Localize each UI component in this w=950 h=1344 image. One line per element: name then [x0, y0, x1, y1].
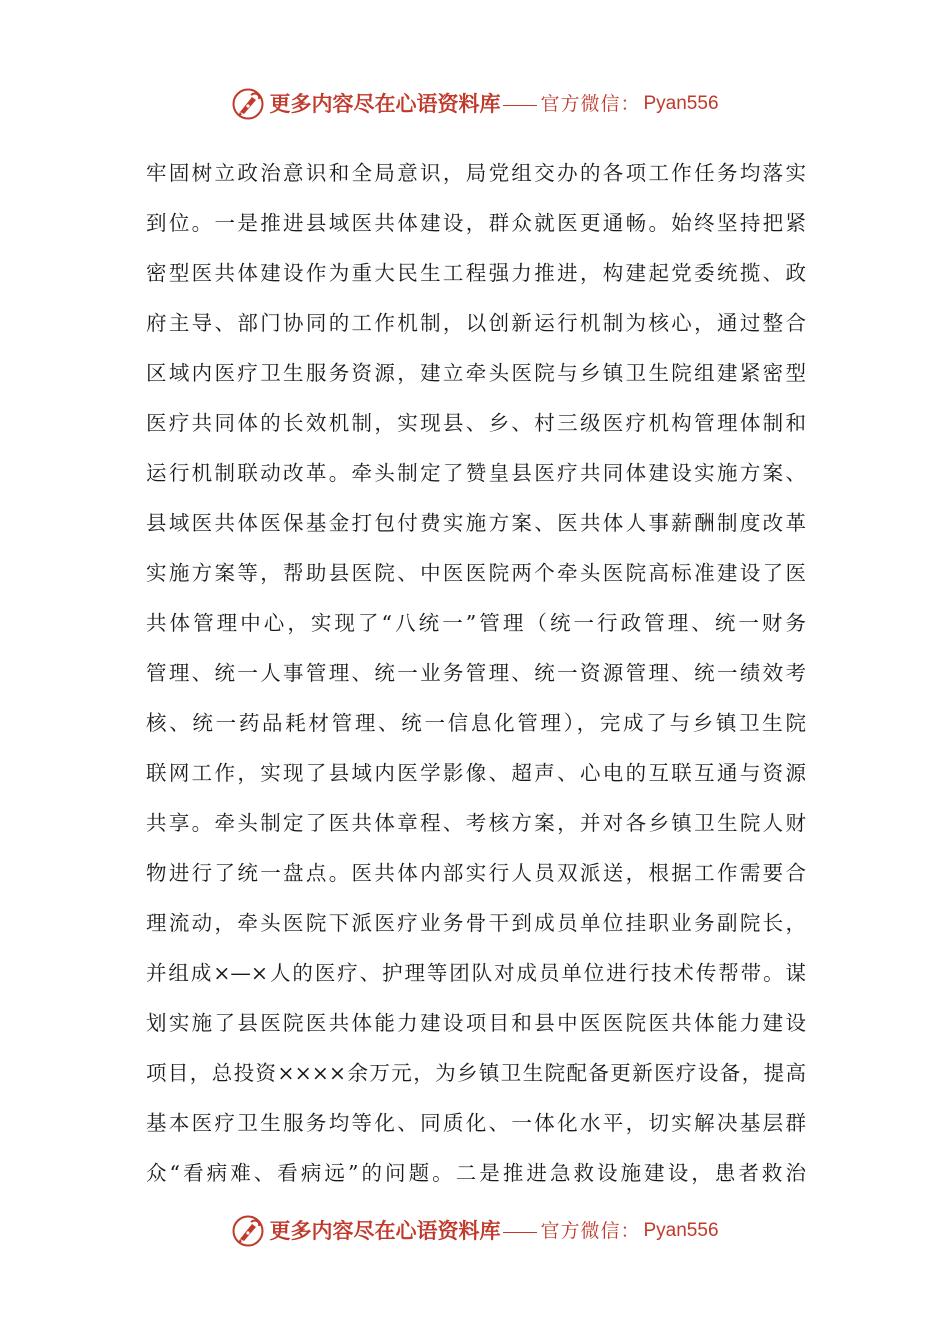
pen-nib-logo-icon — [231, 1214, 265, 1248]
header-brand: 更多内容尽在心语资料库 — [269, 91, 501, 116]
footer-wechat-id: Pyan556 — [643, 1220, 719, 1241]
body-line: 联网工作，实现了县域内医学影像、超声、心电的互联互通与资源 — [146, 761, 806, 785]
header-banner — [0, 84, 950, 124]
body-line: 管理、统一人事管理、统一业务管理、统一资源管理、统一绩效考 — [146, 661, 806, 685]
footer-wechat-label: 官方微信： — [540, 1220, 641, 1242]
body-line: 物进行了统一盘点。医共体内部实行人员双派送，根据工作需要合 — [146, 861, 806, 885]
body-line: 县域医共体医保基金打包付费实施方案、医共体人事薪酬制度改革 — [146, 511, 806, 535]
body-line: 密型医共体建设作为重大民生工程强力推进，构建起党委统揽、政 — [146, 261, 806, 285]
document-body — [146, 148, 806, 1198]
header-wechat-id: Pyan556 — [643, 93, 719, 114]
body-line: 到位。一是推进县域医共体建设，群众就医更通畅。始终坚持把紧 — [146, 211, 806, 235]
body-line: 医疗共同体的长效机制，实现县、乡、村三级医疗机构管理体制和 — [146, 411, 806, 435]
header-dash — [503, 105, 537, 106]
footer-dash — [503, 1232, 537, 1233]
footer-banner — [0, 1211, 950, 1251]
body-line: 实施方案等，帮助县医院、中医医院两个牵头医院高标准建设了医 — [146, 561, 806, 585]
body-line: 区域内医疗卫生服务资源，建立牵头医院与乡镇卫生院组建紧密型 — [146, 361, 806, 385]
pen-nib-logo-icon — [231, 87, 265, 121]
body-line: 理流动，牵头医院下派医疗业务骨干到成员单位挂职业务副院长， — [146, 911, 806, 935]
body-line: 并组成×—×人的医疗、护理等团队对成员单位进行技术传帮带。谋 — [146, 961, 806, 985]
body-line: 共享。牵头制定了医共体章程、考核方案，并对各乡镇卫生院人财 — [146, 811, 806, 835]
body-line: 共体管理中心，实现了“八统一”管理（统一行政管理、统一财务 — [146, 611, 806, 635]
body-line: 划实施了县医院医共体能力建设项目和县中医医院医共体能力建设 — [146, 1011, 806, 1035]
body-line: 众“看病难、看病远”的问题。二是推进急救设施建设，患者救治 — [146, 1161, 806, 1185]
body-line: 运行机制联动改革。牵头制定了赞皇县医疗共同体建设实施方案、 — [146, 461, 806, 485]
footer-banner-text — [269, 1211, 718, 1251]
body-line: 项目，总投资××××余万元，为乡镇卫生院配备更新医疗设备，提高 — [146, 1061, 806, 1085]
header-wechat-label: 官方微信： — [540, 93, 641, 115]
body-line: 核、统一药品耗材管理、统一信息化管理），完成了与乡镇卫生院 — [146, 711, 806, 735]
body-line: 府主导、部门协同的工作机制，以创新运行机制为核心，通过整合 — [146, 311, 806, 335]
footer-brand: 更多内容尽在心语资料库 — [269, 1218, 501, 1243]
header-banner-text — [269, 84, 718, 124]
body-line: 基本医疗卫生服务均等化、同质化、一体化水平，切实解决基层群 — [146, 1111, 806, 1135]
body-line: 牢固树立政治意识和全局意识，局党组交办的各项工作任务均落实 — [146, 161, 806, 185]
